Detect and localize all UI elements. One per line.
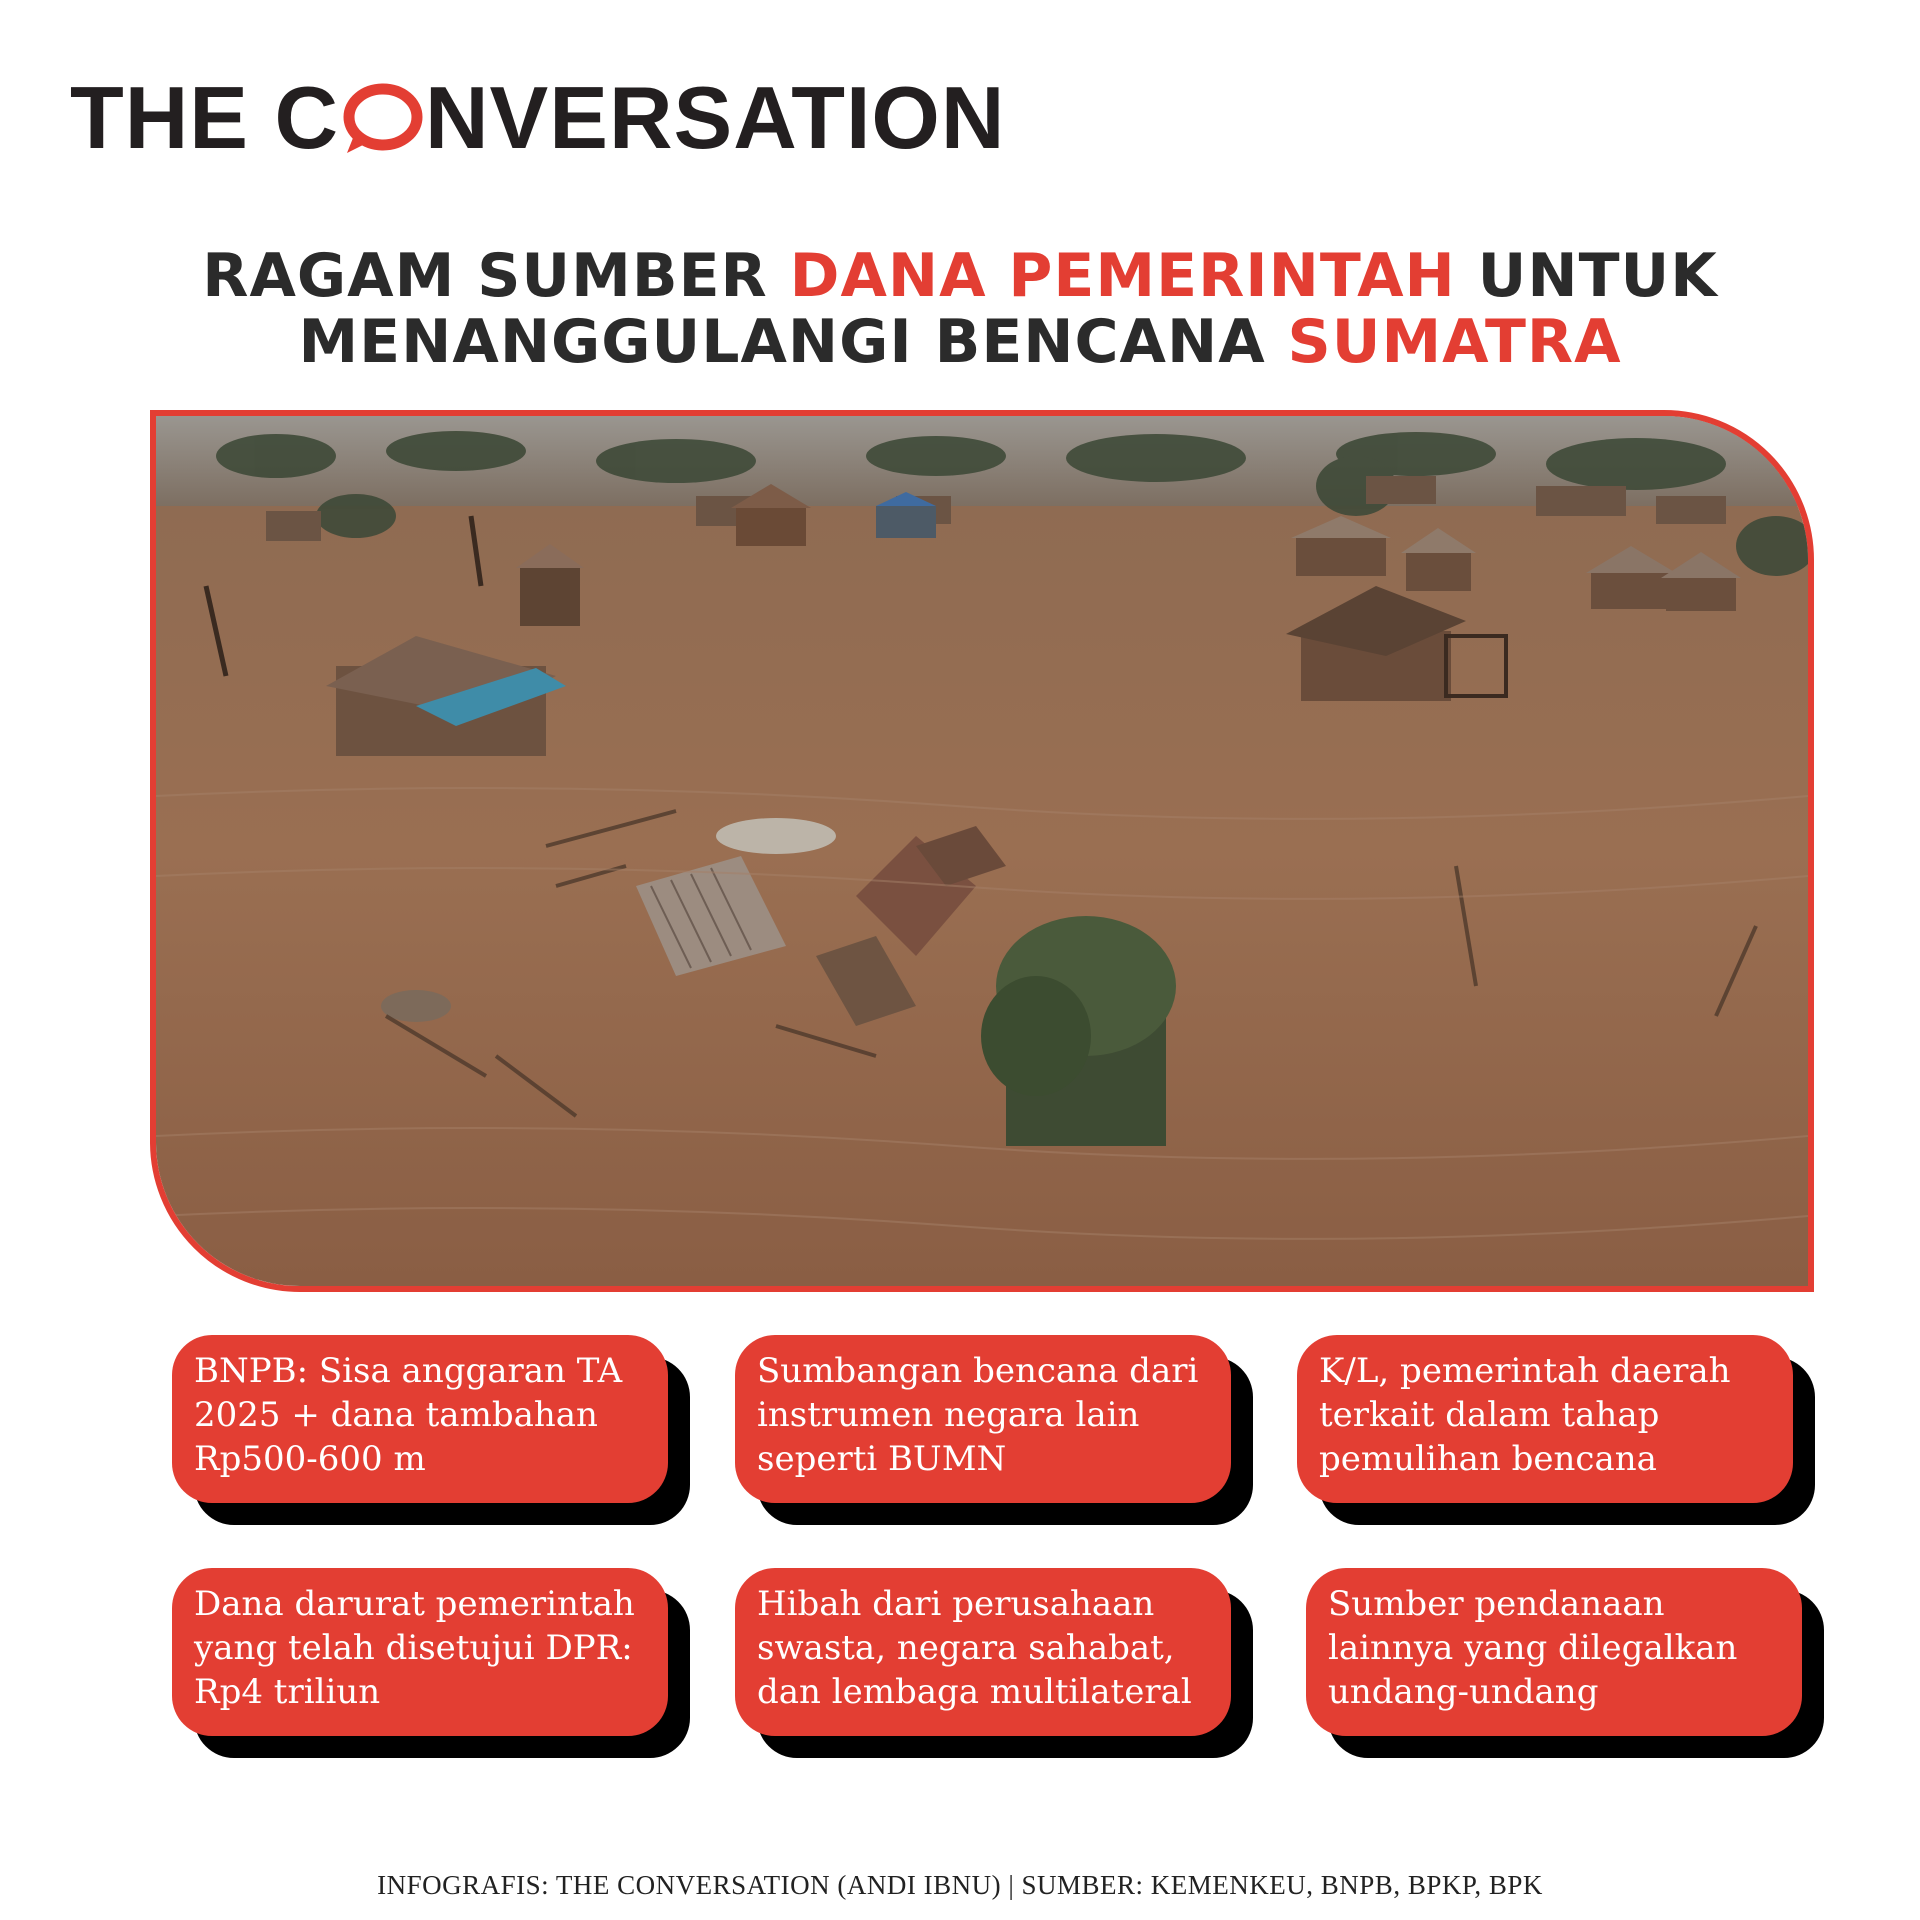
funding-card-6 bbox=[1306, 1568, 1802, 1736]
the-conversation-logo bbox=[70, 68, 1006, 167]
logo-text-part1: THE C bbox=[70, 68, 339, 167]
title-text: RAGAM SUMBER bbox=[202, 241, 790, 311]
card-text: K/L, pemerintah daerah terkait dalam tahap pemulihan bencana bbox=[1297, 1335, 1793, 1503]
title-highlight: DANA PEMERINTAH bbox=[789, 241, 1456, 311]
speech-bubble-o-icon bbox=[341, 81, 423, 159]
funding-card-4 bbox=[172, 1568, 668, 1736]
title-text: MENANGGULANGI BENCANA bbox=[298, 307, 1288, 377]
title-line-2 bbox=[0, 309, 1920, 375]
funding-card-3 bbox=[1297, 1335, 1793, 1503]
title-text: UNTUK bbox=[1455, 241, 1718, 311]
card-text: Sumbangan bencana dari instrumen negara lain seperti BUMN bbox=[735, 1335, 1231, 1503]
funding-card-1 bbox=[172, 1335, 668, 1503]
card-text: Hibah dari perusahaan swasta, negara sahabat, dan lembaga multilateral bbox=[735, 1568, 1231, 1736]
funding-card-5 bbox=[735, 1568, 1231, 1736]
card-text: Sumber pendanaan lainnya yang dilegalkan undang-undang bbox=[1306, 1568, 1802, 1736]
logo-text-part2: NVERSATION bbox=[425, 68, 1006, 167]
title-highlight: SUMATRA bbox=[1287, 307, 1622, 377]
funding-card-2 bbox=[735, 1335, 1231, 1503]
flood-photo bbox=[150, 410, 1814, 1292]
infographic-title bbox=[0, 243, 1920, 375]
card-text: BNPB: Sisa anggaran TA 2025 + dana tambahan Rp500-600 m bbox=[172, 1335, 668, 1503]
card-text: Dana darurat pemerintah yang telah disetujui DPR: Rp4 triliun bbox=[172, 1568, 668, 1736]
source-credit: INFOGRAFIS: THE CONVERSATION (ANDI IBNU) | SUMBER: KEMENKEU, BNPB, BPKP, BPK bbox=[377, 1870, 1543, 1900]
title-line-1 bbox=[0, 243, 1920, 309]
